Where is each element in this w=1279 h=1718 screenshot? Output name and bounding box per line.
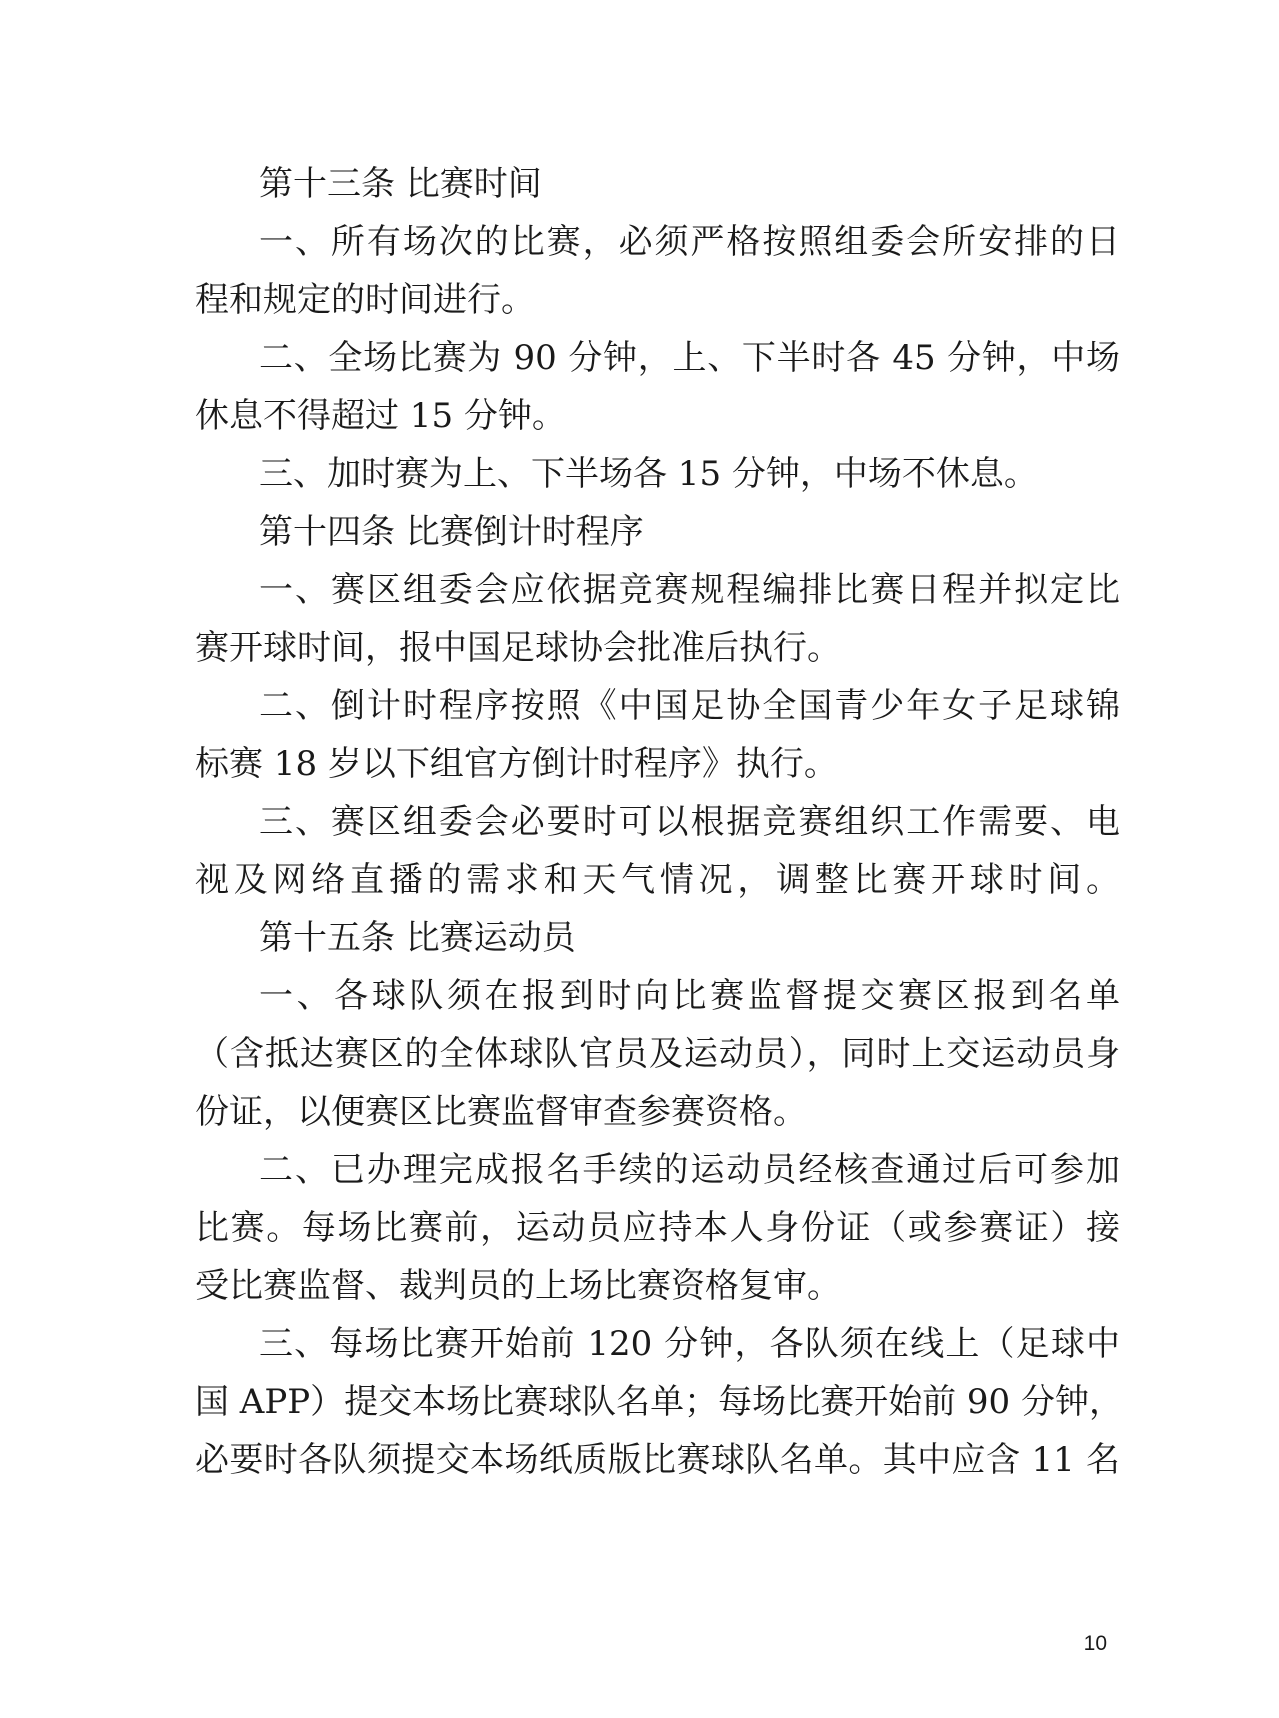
article-14-heading: 第十四条 比赛倒计时程序 (259, 512, 644, 552)
paragraph-line: （含抵达赛区的全体球队官员及运动员），同时上交运动员身 (195, 1034, 1120, 1074)
paragraph-line: 休息不得超过 15 分钟。 (195, 396, 566, 436)
paragraph-line: 二、已办理完成报名手续的运动员经核查通过后可参加 (259, 1150, 1120, 1190)
paragraph-line: 赛开球时间，报中国足球协会批准后执行。 (195, 628, 841, 668)
paragraph-line: 二、全场比赛为 90 分钟，上、下半时各 45 分钟，中场 (259, 338, 1120, 378)
article-13-heading: 第十三条 比赛时间 (259, 164, 542, 204)
page-number: 10 (1083, 1632, 1107, 1655)
paragraph-line: 国 APP）提交本场比赛球队名单；每场比赛开始前 90 分钟， (195, 1382, 1123, 1422)
paragraph-line: 必要时各队须提交本场纸质版比赛球队名单。其中应含 11 名 (195, 1440, 1120, 1480)
paragraph-line: 标赛 18 岁以下组官方倒计时程序》执行。 (195, 744, 838, 784)
paragraph-line: 份证，以便赛区比赛监督审查参赛资格。 (195, 1092, 807, 1132)
paragraph-line: 一、所有场次的比赛，必须严格按照组委会所安排的日 (259, 222, 1120, 262)
paragraph-line: 比赛。每场比赛前，运动员应持本人身份证（或参赛证）接 (195, 1208, 1120, 1248)
article-15-heading: 第十五条 比赛运动员 (259, 918, 576, 958)
paragraph-line: 一、各球队须在报到时向比赛监督提交赛区报到名单 (259, 976, 1120, 1016)
paragraph-line: 程和规定的时间进行。 (195, 280, 535, 320)
paragraph-line: 三、每场比赛开始前 120 分钟，各队须在线上（足球中 (259, 1324, 1120, 1364)
paragraph-line: 三、加时赛为上、下半场各 15 分钟，中场不休息。 (259, 454, 1038, 494)
paragraph-line: 受比赛监督、裁判员的上场比赛资格复审。 (195, 1266, 841, 1306)
paragraph-line: 一、赛区组委会应依据竞赛规程编排比赛日程并拟定比 (259, 570, 1120, 610)
paragraph-line: 三、赛区组委会必要时可以根据竞赛组织工作需要、电 (259, 802, 1120, 842)
paragraph-line: 视及网络直播的需求和天气情况，调整比赛开球时间。 (195, 860, 1120, 900)
paragraph-line: 二、倒计时程序按照《中国足协全国青少年女子足球锦 (259, 686, 1120, 726)
